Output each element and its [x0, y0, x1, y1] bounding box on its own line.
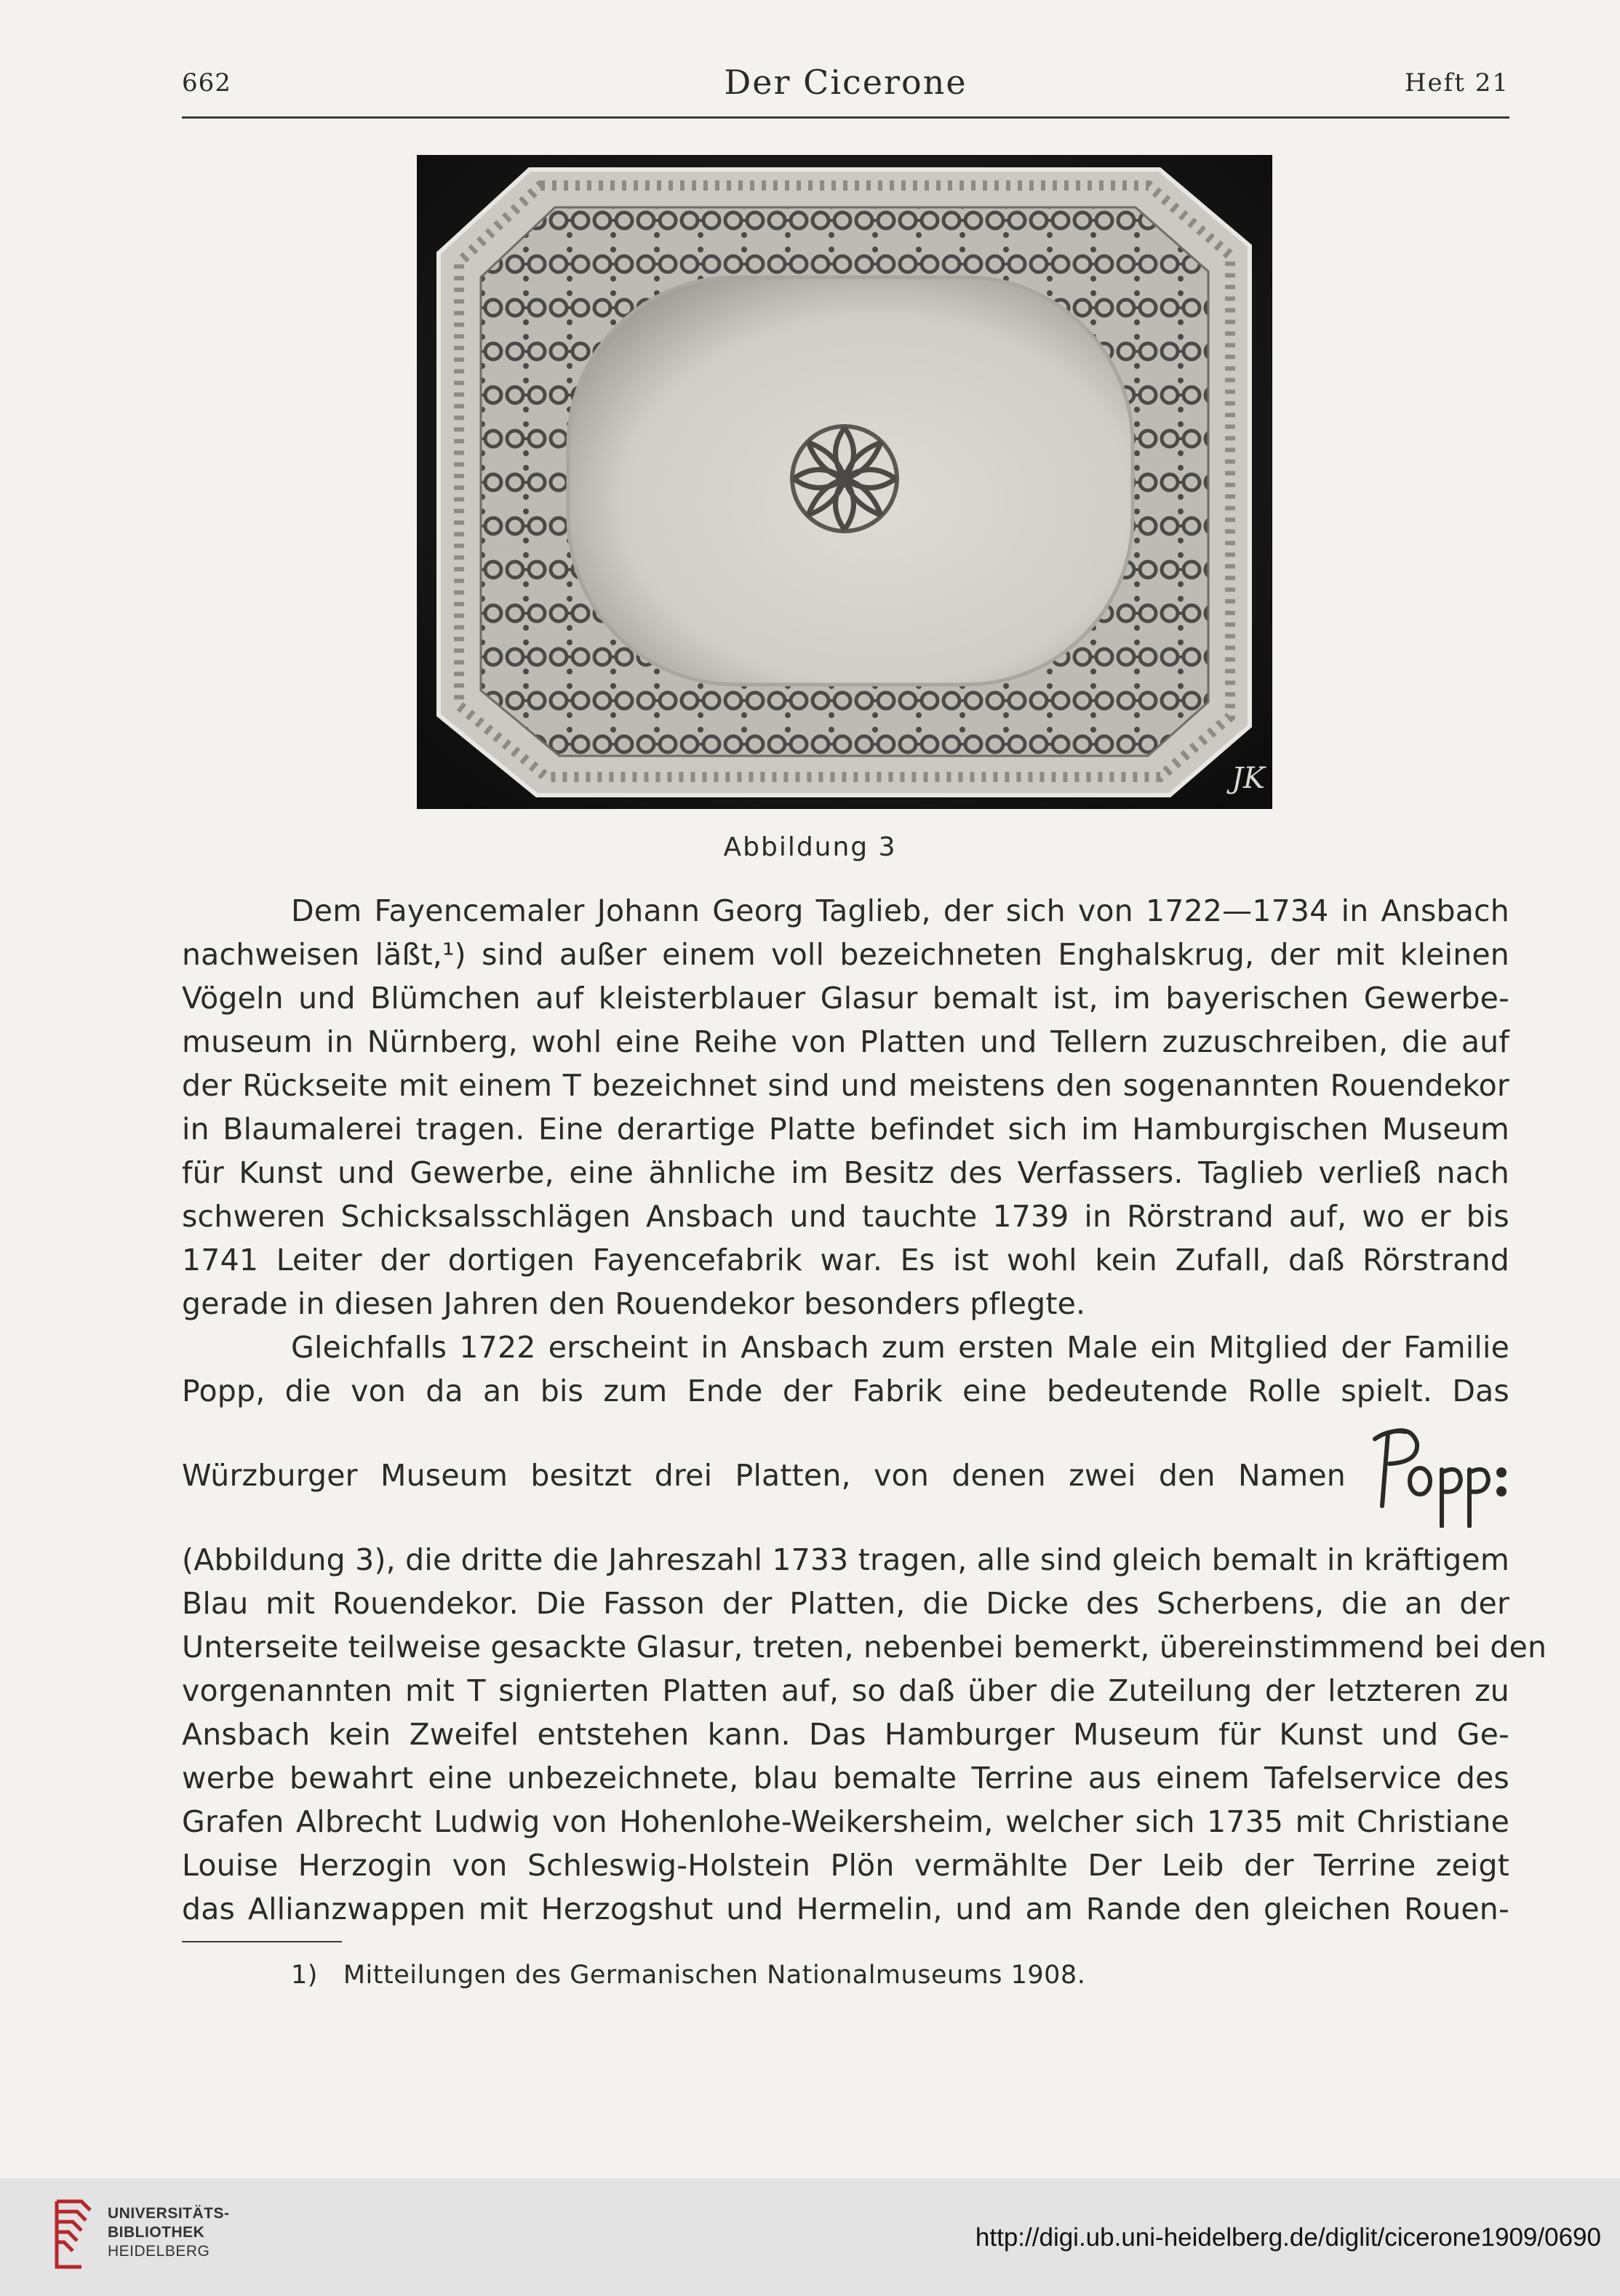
text-line: in Blaumalerei tragen. Eine derartige Platte befindet sich im Hamburgischen Museum	[182, 1112, 1509, 1147]
journal-title: Der Cicerone	[724, 63, 967, 102]
text-line: vorgenannten mit T signierten Platten auf, so daß über die Zuteilung der letzteren zu	[182, 1673, 1509, 1708]
library-footer	[0, 2178, 1620, 2296]
text-line: Ansbach kein Zweifel entstehen kann. Das Hamburger Museum für Kunst und Ge-	[182, 1717, 1509, 1752]
text-line: museum in Nürnberg, wohl eine Reihe von Platten und Tellern zuzuschreiben, die auf	[182, 1024, 1509, 1059]
text-line: Unterseite teilweise gesackte Glasur, treten, nebenbei bemerkt, übereinstimmend bei den	[182, 1630, 1547, 1665]
footnote	[291, 1953, 1085, 1997]
text-line: nachweisen läßt,¹) sind außer einem voll bezeichneten Enghalskrug, der mit kleinen	[182, 937, 1509, 972]
text-line: (Abbildung 3), die dritte die Jahreszahl 1733 tragen, alle sind gleich bemalt in kräftigem	[182, 1542, 1509, 1577]
text-line: gerade in diesen Jahren den Rouendekor besonders pflegte.	[182, 1286, 1086, 1321]
library-line-2: BIBLIOTHEK	[108, 2224, 205, 2241]
text-line: Würzburger Museum besitzt drei Platten, von denen zwei den Namen	[182, 1458, 1346, 1493]
issue-label: Heft 21	[1404, 68, 1509, 97]
header-rule	[182, 116, 1509, 119]
footnote-marker: 1)	[291, 1961, 318, 1990]
text-line: das Allianzwappen mit Herzogshut und Hermelin, und am Rande den gleichen Rouen-	[182, 1892, 1509, 1926]
text-line: für Kunst und Gewerbe, eine ähnliche im Besitz des Verfassers. Taglieb verließ nach	[182, 1155, 1509, 1190]
text-line: der Rückseite mit einem T bezeichnet sind und meistens den sogenannten Rouendekor	[182, 1068, 1509, 1103]
text-line: werbe bewahrt eine unbezeichnete, blau bemalte Terrine aus einem Tafelservice des	[182, 1761, 1509, 1795]
library-name	[108, 2204, 230, 2261]
figure-monogram: JK	[1232, 762, 1265, 795]
text-line: Grafen Albrecht Ludwig von Hohenlohe-Weikersheim, welcher sich 1735 mit Christiane	[182, 1804, 1509, 1839]
popp-signature-mark	[1360, 1419, 1513, 1528]
library-logo-icon	[52, 2194, 95, 2274]
text-line: Popp, die von da an bis zum Ende der Fabrik eine bedeutende Rolle spielt. Das	[182, 1374, 1509, 1408]
text-line: schweren Schicksalsschlägen Ansbach und tauchte 1739 in Rörstrand auf, wo er bis	[182, 1199, 1509, 1234]
platter-illustration	[417, 155, 1272, 809]
text-line: 1741 Leiter der dortigen Fayencefabrik war. Es ist wohl kein Zufall, daß Rörstrand	[182, 1243, 1509, 1277]
page-number: 662	[182, 68, 231, 97]
figure-photo-platter	[417, 155, 1272, 809]
text-line: Dem Fayencemaler Johann Georg Taglieb, der sich von 1722—1734 in Ansbach	[291, 893, 1509, 928]
running-head	[182, 61, 1509, 105]
text-line: Gleichfalls 1722 erscheint in Ansbach zum ersten Male ein Mitglied der Familie	[291, 1330, 1509, 1365]
text-line: Blau mit Rouendekor. Die Fasson der Platten, die Dicke des Scherbens, die an der	[182, 1586, 1509, 1621]
text-line: Vögeln und Blümchen auf kleisterblauer Glasur bemalt ist, im bayerischen Gewerbe-	[182, 981, 1509, 1016]
library-line-1: UNIVERSITÄTS-	[108, 2205, 230, 2222]
source-url-link[interactable]: http://digi.ub.uni-heidelberg.de/diglit/cicerone1909/0690	[975, 2223, 1601, 2252]
library-line-3: HEIDELBERG	[108, 2243, 210, 2260]
footnote-text: Mitteilungen des Germanischen Nationalmuseums 1908.	[343, 1961, 1086, 1990]
footnote-rule	[182, 1941, 342, 1942]
text-line: Louise Herzogin von Schleswig-Holstein Plön vermählte Der Leib der Terrine zeigt	[182, 1848, 1509, 1883]
figure-caption: Abbildung 3	[723, 832, 897, 862]
